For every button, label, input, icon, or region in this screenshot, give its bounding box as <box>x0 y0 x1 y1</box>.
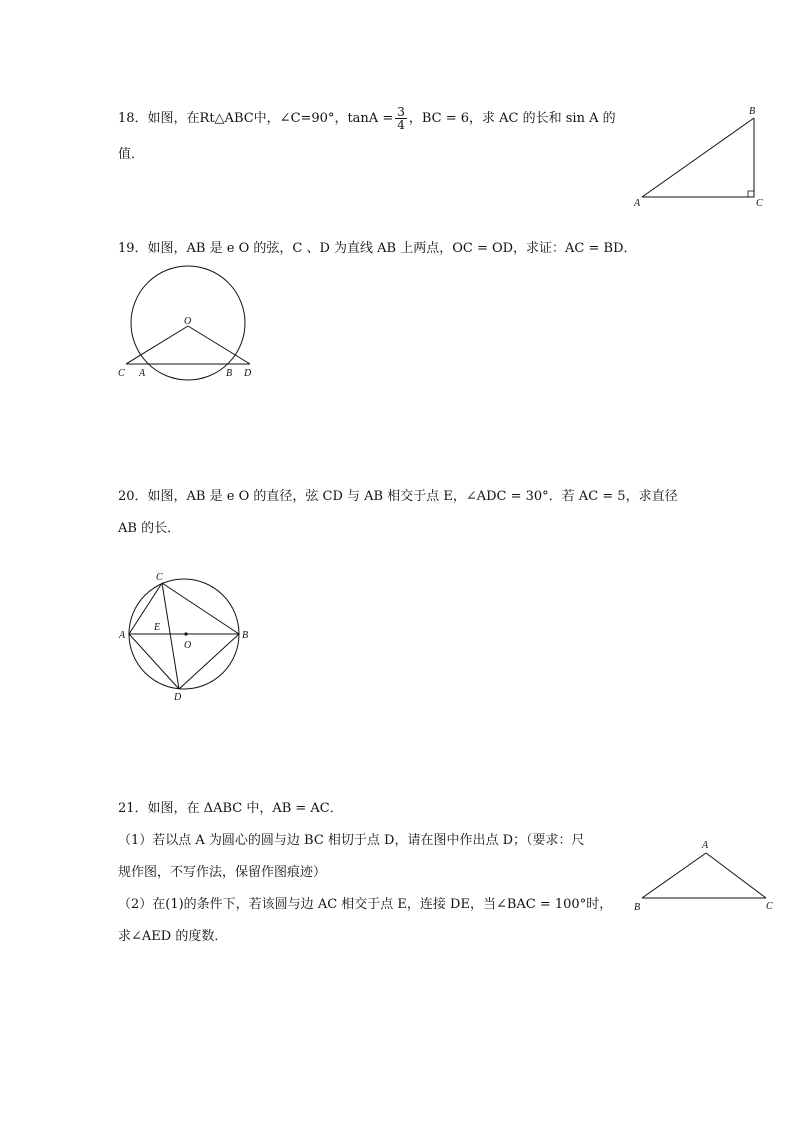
q18-fraction <box>395 106 407 131</box>
q18-line-1 <box>118 106 616 131</box>
q20-line-2: AB 的长． <box>118 521 181 536</box>
q21-label-b: B <box>634 902 641 913</box>
q21-line-4: （2）在(1)的条件下，若该圆与边 AC 相交于点 E，连接 DE，当∠BAC = 100°时， <box>118 897 613 912</box>
q19-circle-chord-figure <box>112 262 262 382</box>
q20-label-d: D <box>174 692 182 703</box>
q18-side-ab <box>642 118 754 197</box>
q19-label-b: B <box>226 368 233 379</box>
q18-right-triangle-figure <box>628 100 768 212</box>
q18-line-2: 值． <box>118 147 145 162</box>
q19-line-1: 19．如图，AB 是 e O 的弦，C 、D 为直线 AB 上两点，OC = OD，求证：AC = BD． <box>118 241 637 256</box>
q20-circle-diameter-figure <box>112 568 262 708</box>
q21-side-ab <box>642 853 706 898</box>
q20-label-b: B <box>242 630 249 641</box>
q18-text-b: ，BC = 6，求 AC 的长和 sin A 的 <box>408 111 616 126</box>
q21-isosceles-triangle-figure <box>628 836 778 916</box>
q21-label-c: C <box>766 901 773 912</box>
q18-label-a: A <box>634 198 641 209</box>
q20-label-e: E <box>154 622 161 633</box>
q19-label-o: O <box>184 316 192 327</box>
q20-center-dot <box>184 632 187 635</box>
q18-right-angle-mark <box>748 191 754 197</box>
q21-side-ac <box>706 853 766 898</box>
q18-text-a: 18．如图，在Rt△ABC中，∠C=90°，tanA = <box>118 111 394 126</box>
q18-frac-num: 3 <box>397 105 405 119</box>
q20-label-c: C <box>156 572 163 583</box>
q18-label-b: B <box>749 106 756 117</box>
q21-line-3: 规作图，不写作法，保留作图痕迹） <box>118 865 327 880</box>
q19-label-d: D <box>244 368 252 379</box>
q20-label-a: A <box>119 630 126 641</box>
q21-label-a: A <box>702 840 709 851</box>
q21-line-5: 求∠AED 的度数． <box>118 929 228 944</box>
q19-label-c: C <box>118 368 125 379</box>
q18-label-c: C <box>756 198 763 209</box>
q18-frac-den: 4 <box>397 118 405 132</box>
q21-line-2: （1）若以点 A 为圆心的圆与边 BC 相切于点 D，请在图中作出点 D；（要求：尺 <box>118 833 585 848</box>
q19-label-a: A <box>139 368 146 379</box>
q20-label-o: O <box>184 640 192 651</box>
q21-line-1: 21．如图，在 ΔABC 中，AB = AC． <box>118 801 343 816</box>
q20-line-1: 20．如图，AB 是 e O 的直径，弦 CD 与 AB 相交于点 E，∠ADC = 30°．若 AC = 5，求直径 <box>118 489 678 504</box>
q20-chord-bc <box>162 583 239 634</box>
